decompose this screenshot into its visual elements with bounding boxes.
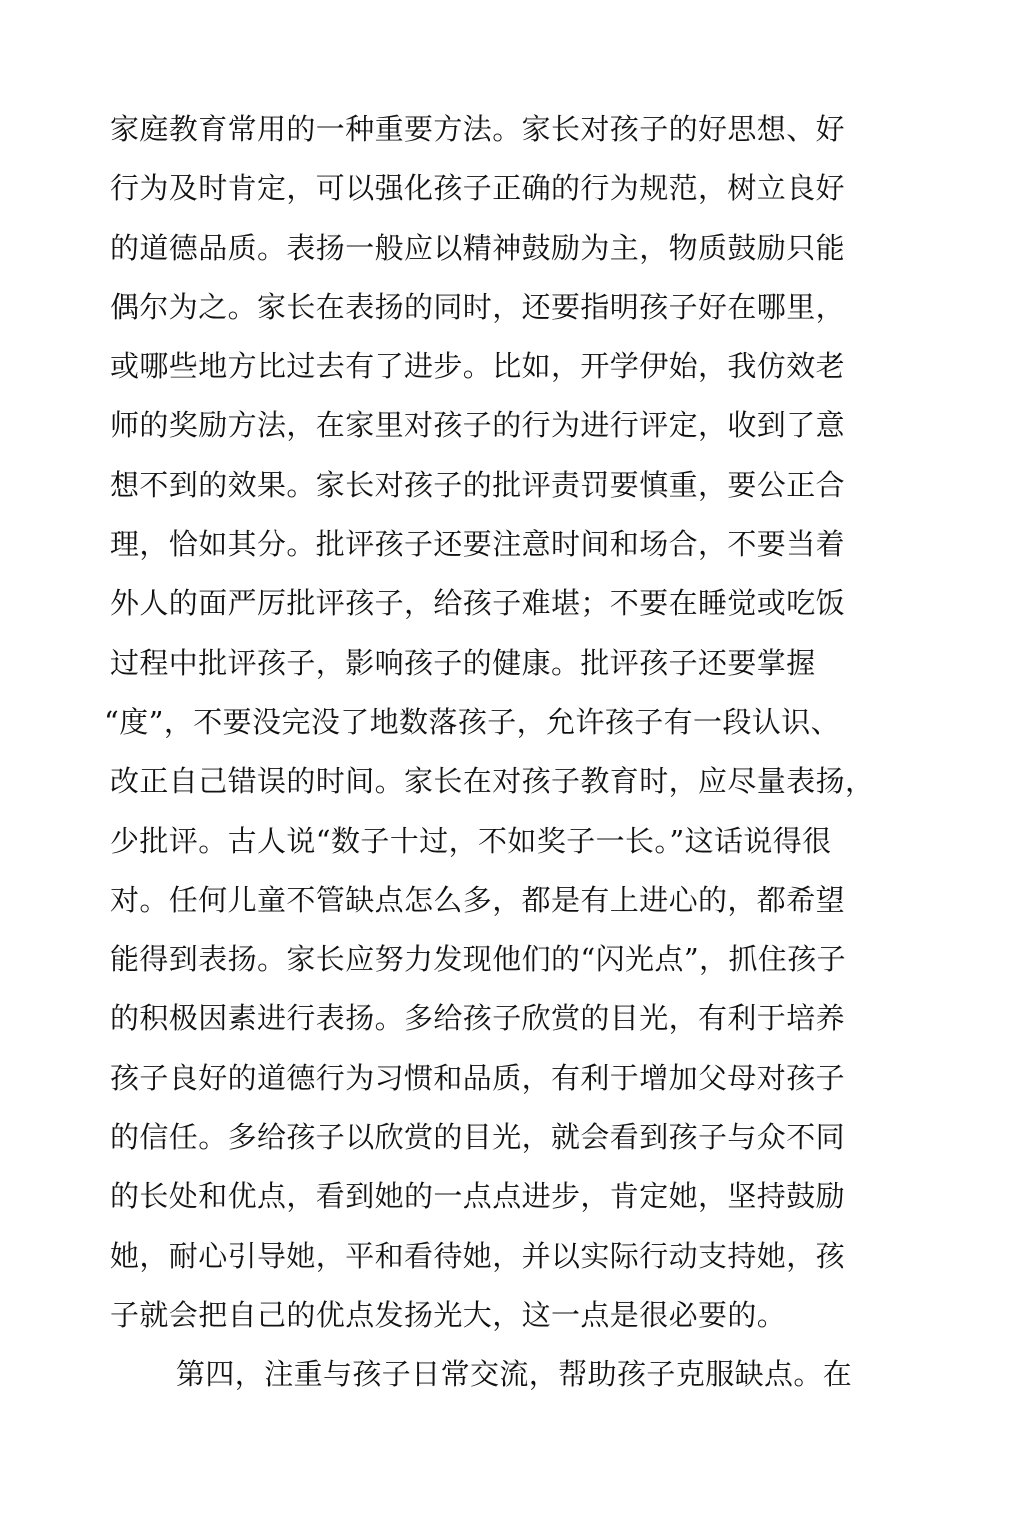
text-line: 对。任何儿童不管缺点怎么多，都是有上进心的，都希望	[110, 882, 846, 917]
text-line: 孩子良好的道德行为习惯和品质，有利于增加父母对孩子	[110, 1060, 846, 1095]
text-line: 子就会把自己的优点发扬光大，这一点是很必要的。	[110, 1297, 787, 1332]
text-line: 的信任。多给孩子以欣赏的目光，就会看到孩子与众不同	[110, 1120, 846, 1155]
text-line: 或哪些地方比过去有了进步。比如，开学伊始，我仿效老	[110, 349, 846, 384]
text-line: 想不到的效果。家长对孩子的批评责罚要慎重，要公正合	[110, 467, 846, 502]
text-line: 改正自己错误的时间。家长在对孩子教育时，应尽量表扬，	[110, 764, 875, 799]
text-line: 偶尔为之。家长在表扬的同时，还要指明孩子好在哪里，	[110, 289, 846, 324]
text-line: 她，耐心引导她，平和看待她，并以实际行动支持她，孩	[110, 1238, 846, 1273]
text-line: “度”，不要没完没了地数落孩子，允许孩子有一段认识、	[104, 704, 841, 739]
text-line: 行为及时肯定，可以强化孩子正确的行为规范，树立良好	[110, 171, 846, 206]
text-line: 的积极因素进行表扬。多给孩子欣赏的目光，有利于培养	[110, 1001, 846, 1036]
text-line: 的道德品质。表扬一般应以精神鼓励为主，物质鼓励只能	[110, 230, 846, 265]
text-line: 理，恰如其分。批评孩子还要注意时间和场合，不要当着	[110, 527, 846, 562]
body-text	[104, 100, 890, 1405]
text-line: 师的奖励方法，在家里对孩子的行为进行评定，收到了意	[110, 408, 846, 443]
paragraph-start-line: 第四，注重与孩子日常交流，帮助孩子克服缺点。在	[176, 1357, 853, 1392]
text-line: 能得到表扬。家长应努力发现他们的“闪光点”，抓住孩子	[110, 942, 847, 977]
text-line: 过程中批评孩子，影响孩子的健康。批评孩子还要掌握	[110, 645, 816, 680]
text-line: 少批评。古人说“数子十过，不如奖子一长。”这话说得很	[110, 823, 832, 858]
text-line: 的长处和优点，看到她的一点点进步，肯定她，坚持鼓励	[110, 1179, 846, 1214]
text-line: 外人的面严厉批评孩子，给孩子难堪；不要在睡觉或吃饭	[110, 586, 846, 621]
text-line: 家庭教育常用的一种重要方法。家长对孩子的好思想、好	[110, 112, 846, 146]
